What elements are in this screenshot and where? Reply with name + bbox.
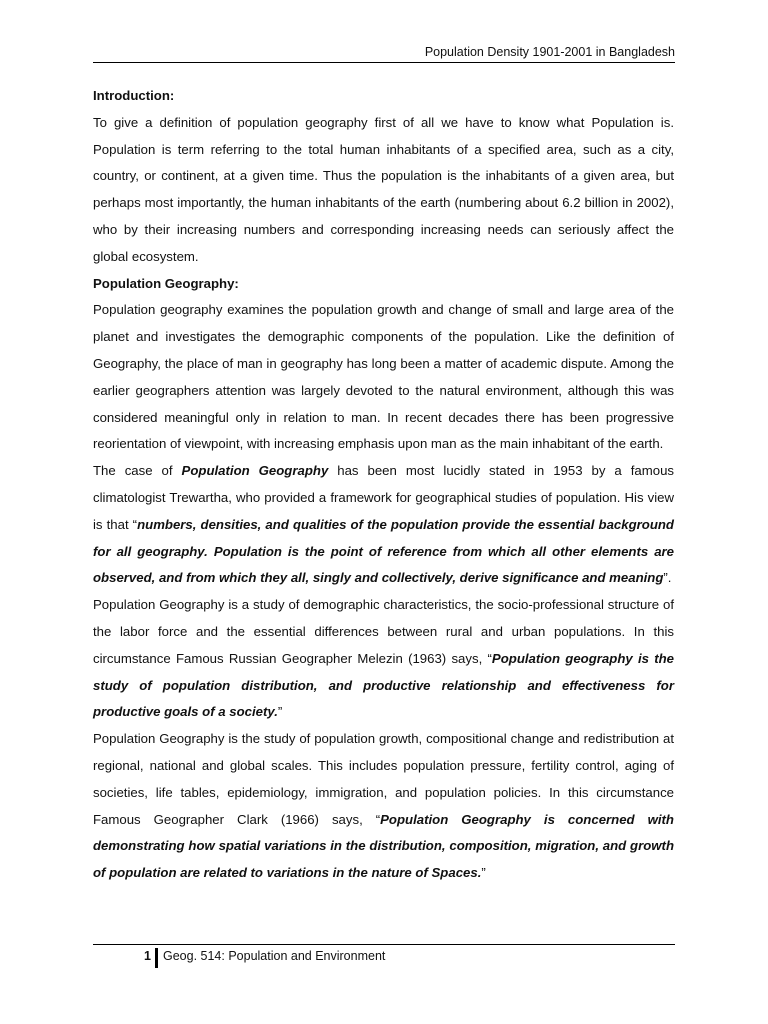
population-geography-paragraph: Population geography examines the population growth and change of small and large area of the planet and investigates the demographic components of the population. Like the definition of Geography, the place of man in geography has long been a matter of academic dispute. Among the earlier geographers attention was largely devoted to the natural environment, although this was considered meaningful only in relation to man. In recent decades there has been progressive reorientation of viewpoint, with increasing emphasis upon man as the main inhabitant of the earth. xyxy=(93,302,674,452)
page-number: 1 xyxy=(144,949,151,963)
trewartha-text-after: ”. xyxy=(663,570,672,586)
clark-text-after: ” xyxy=(481,865,486,881)
intro-paragraph: To give a definition of population geography first of all we have to know what Population is. Population is term referring to the total human inhabitants of a specified area, such as a city, country, or continent, at a given time. Thus the population is the inhabitants of a given area, but perhaps most importantly, the human inhabitants of the earth (numbering about 6.2 billion in 2002), who by their increasing numbers and corresponding increasing needs can seriously affect the global ecosystem. xyxy=(93,114,674,264)
trewartha-paragraph xyxy=(93,458,674,592)
trewartha-quote: numbers, densities, and qualities of the population provide the essential background for all geography. Population is the point of reference from which all other elements are observed, and from which they all, singly and collectively, derive significance and meaning xyxy=(93,516,674,586)
page-footer xyxy=(93,948,675,968)
melezin-quote: Population geography is the study of population distribution, and productive relationship and effectiveness for productive goals of a society. xyxy=(93,650,675,720)
population-geography-heading: Population Geography: xyxy=(93,275,239,291)
clark-quote: Population Geography is concerned with demonstrating how spatial variations in the distribution, composition, migration, and growth of population are related to variations in the nature of Spaces. xyxy=(93,811,674,881)
trewartha-text-before: The case of xyxy=(93,463,182,479)
melezin-text-after: ” xyxy=(277,704,283,720)
footer-divider xyxy=(155,948,158,968)
trewartha-text-middle: has been most lucidly stated in 1953 by a famous climatologist Trewartha, who provided a framework for geographical studies of population. His view is that “ xyxy=(93,463,675,532)
page-header xyxy=(93,44,675,63)
document-body xyxy=(93,83,674,887)
header-title: Population Density 1901-2001 in Bangladesh xyxy=(424,45,675,59)
clark-text-before: Population Geography is the study of population growth, compositional change and redistribution at regional, national and global scales. This includes population pressure, fertility control, aging of societies, life tables, epidemiology, immigration, and population policies. In this circumstance Famous Geographer Clark (1966) says, “ xyxy=(93,731,674,827)
trewartha-term: Population Geography xyxy=(181,463,329,479)
footer-rule xyxy=(93,944,675,945)
melezin-text-before: Population Geography is a study of demographic characteristics, the socio-professional structure of the labor force and the essential differences between rural and urban populations. In this circumstance Famous Russian Geographer Melezin (1963) says, “ xyxy=(93,597,674,666)
intro-heading: Introduction: xyxy=(93,88,175,103)
clark-paragraph xyxy=(93,726,674,887)
melezin-paragraph xyxy=(93,592,674,726)
footer-course-title: Geog. 514: Population and Environment xyxy=(163,949,386,963)
